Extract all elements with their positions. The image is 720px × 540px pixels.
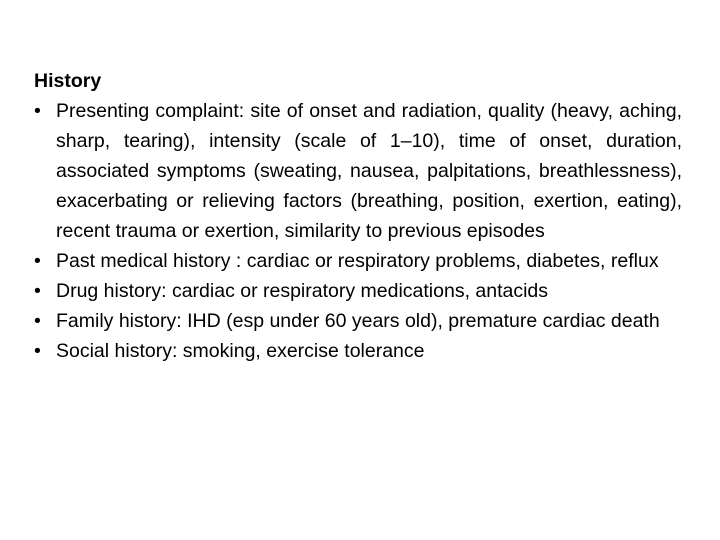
bullet-icon: • xyxy=(34,310,41,332)
bullet-text: Drug history: cardiac or respiratory medications, antacids xyxy=(56,280,549,302)
bullet-text: Family history: IHD (esp under 60 years old), premature cardiac death xyxy=(56,310,660,332)
slide-content xyxy=(34,66,682,366)
bullet-icon: • xyxy=(34,250,41,272)
bullet-item-family-history xyxy=(34,306,682,336)
bullet-icon: • xyxy=(34,280,41,302)
bullet-icon: • xyxy=(34,340,41,362)
bullet-text: Past medical history : cardiac or respiratory problems, diabetes, reflux xyxy=(56,250,659,272)
bullet-item-past-medical-history xyxy=(34,246,682,276)
bullet-list xyxy=(34,96,682,366)
bullet-item-social-history xyxy=(34,336,682,366)
bullet-item-drug-history xyxy=(34,276,682,306)
bullet-item-presenting-complaint xyxy=(34,96,682,246)
bullet-icon: • xyxy=(34,100,41,122)
bullet-text: Social history: smoking, exercise tolerance xyxy=(56,340,425,362)
bullet-text: Presenting complaint: site of onset and radiation, quality (heavy, aching, sharp, tearing), intensity (scale of 1–10), time of onset, duration, associated symptoms (sweating, nausea, palpitations, breathlessness), exacerbating or relieving factors (breathing, position, exertion, eating), recent trauma or exertion, similarity to previous episodes xyxy=(56,100,682,242)
slide-heading: History xyxy=(34,70,102,92)
